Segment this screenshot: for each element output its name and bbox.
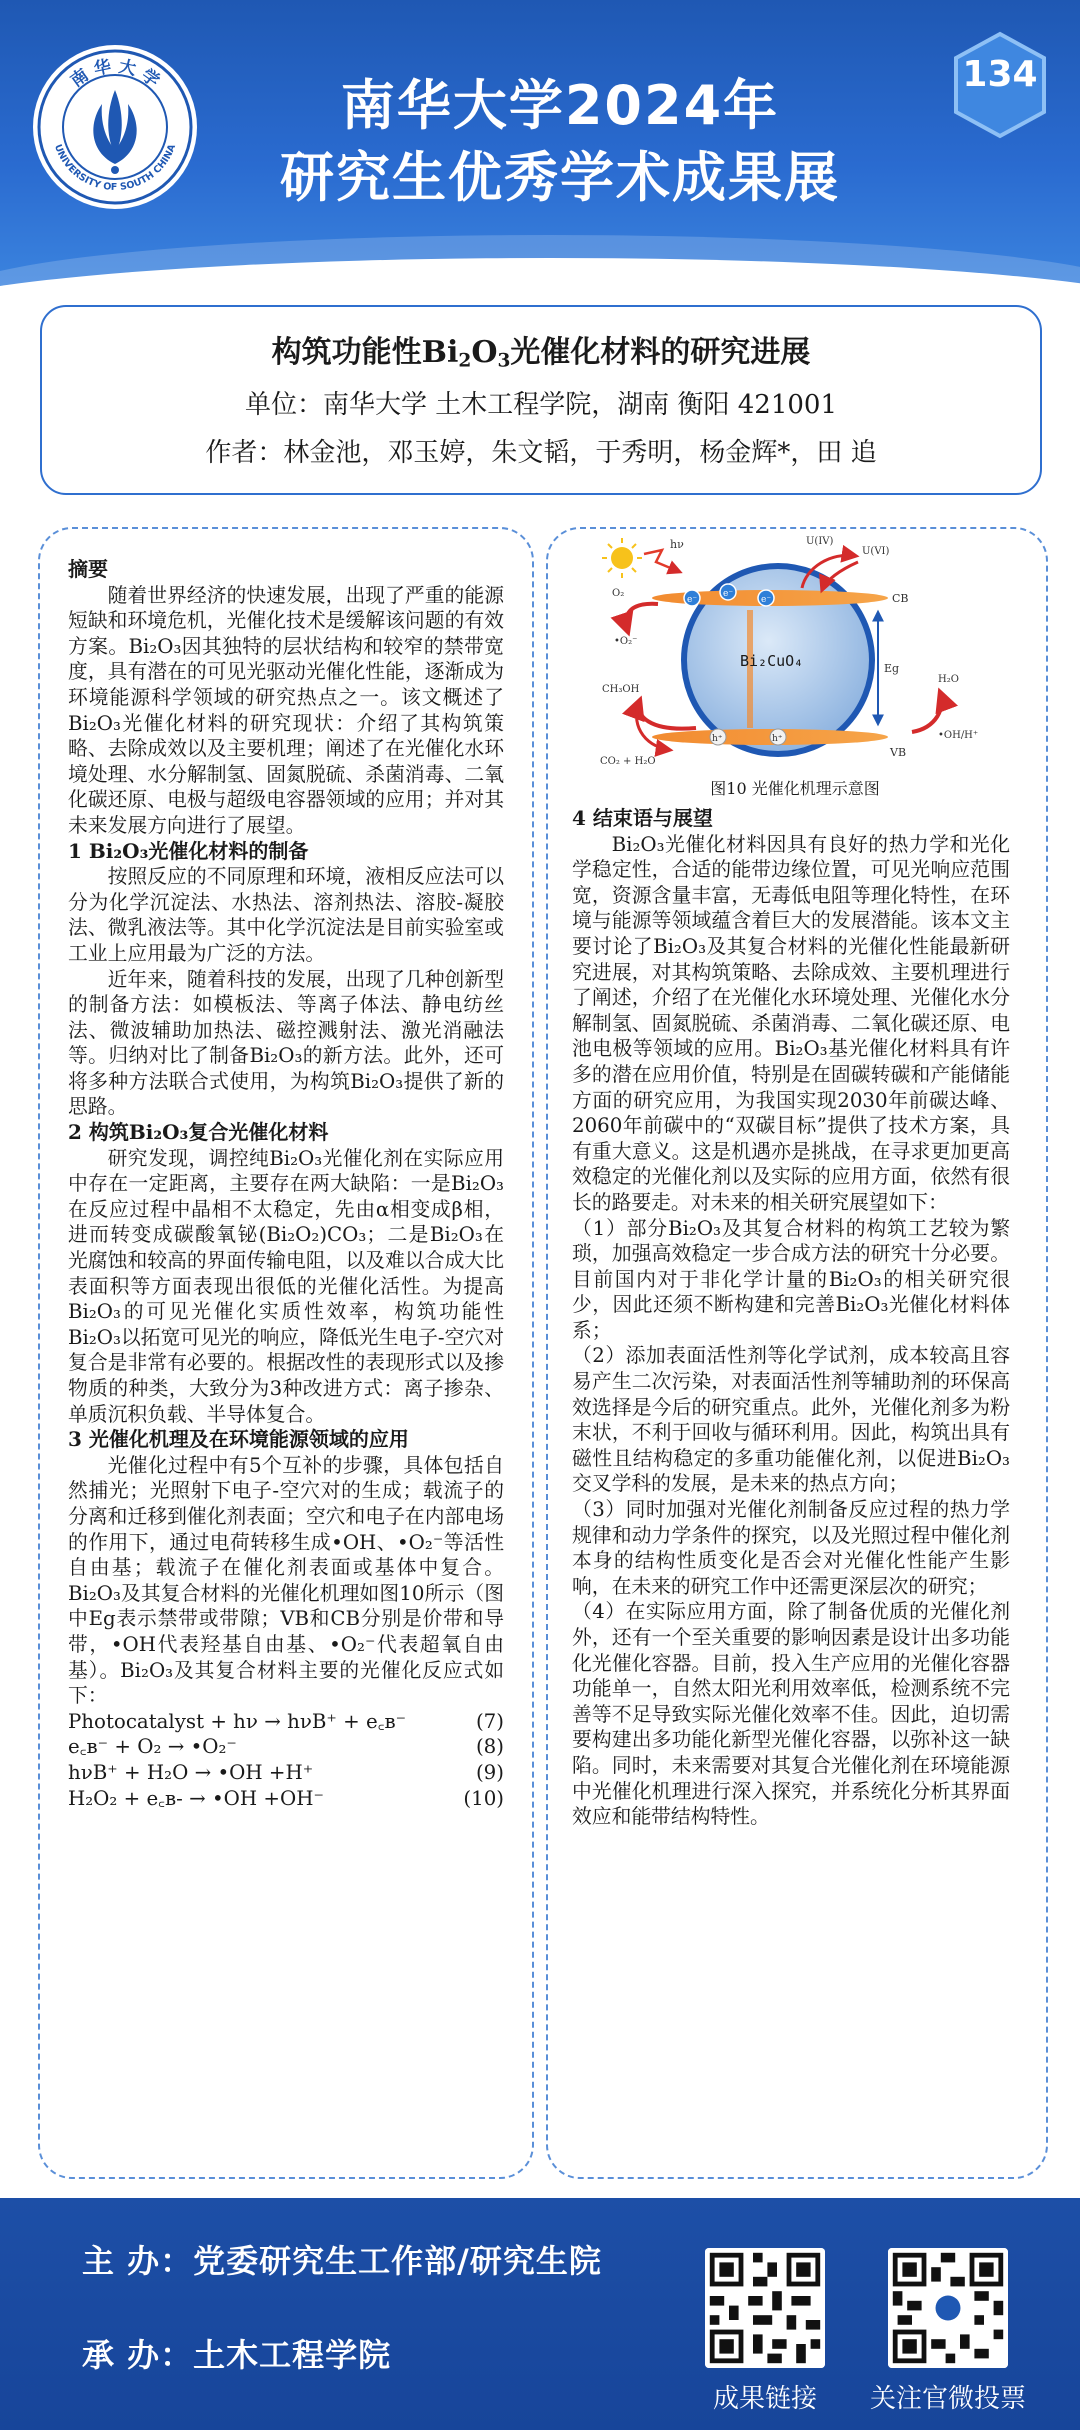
- light-arrow-icon: [644, 550, 680, 572]
- logo-text-cn: 南 华 大 学: [67, 56, 163, 92]
- hv-label: hν: [670, 538, 684, 551]
- qr1-caption: 成果链接: [712, 2384, 817, 2414]
- cb-label: CB: [892, 592, 909, 605]
- section3-paragraph: 光催化过程中有5个互补的步骤，具体包括自然捕光；光照射下电子-空穴对的生成；载流子的分离和迁移到催化剂表面；空穴和电子在内部电场的作用下，通过电荷转移生成•OH、•O₂⁻等活性自由基；载流子在催化剂表面或基体中复合。Bi₂O₃及其复合材料的光催化机理如图10所示（图中Eg表示禁带或带隙；VB和CB分别是价带和导带，•OH代表羟基自由基、•O₂⁻代表超氧自由基）。Bi₂O₃及其复合材料主要的光催化反应式如下：: [68, 1453, 504, 1708]
- section2-heading: 2 构筑Bi₂O₃复合光催化材料: [68, 1120, 329, 1145]
- co2-label: CO₂ + H₂O: [600, 756, 656, 767]
- paper-title: 构筑功能性$Bi_2O_3$光催化材料的研究进展: [271, 335, 811, 372]
- abstract-body: 随着世界经济的快速发展，出现了严重的能源短缺和环境危机，光催化技术是缓解该问题的有效方案。Bi₂O₃因其独特的层状结构和较窄的禁带宽度，具有潜在的可见光驱动光催化性能，逐渐成为环境能源科学领域的研究热点之一。该文概述了Bi₂O₃光催化材料的研究现状：介绍了其构筑策略、去除成效以及主要机理；阐述了在光催化水环境处理、水分解制氢、固氮脱硫、杀菌消毒、二氧化碳还原、电极与超级电容器领域的应用；并对其未来发展方向进行了展望。: [68, 583, 504, 837]
- outlook-item: （1）部分Bi₂O₃及其复合材料的构筑工艺较为繁琐，加强高效稳定一步合成方法的研究十分必要。目前国内对于非化学计量的Bi₂O₃的相关研究很少，因此还须不断构建和完善Bi₂O₃光催化材料体系；: [572, 1216, 1010, 1342]
- u6-label: U(VI): [862, 546, 890, 557]
- hole-label: h⁺: [772, 734, 783, 744]
- qr-code-official-account-icon[interactable]: [888, 2248, 1008, 2368]
- title-line-1: 南华大学2024年: [340, 74, 780, 137]
- section1-heading: 1 Bi₂O₃光催化材料的制备: [68, 838, 309, 863]
- outlook-item: （2）添加表面活性剂等化学试剂，成本较高且容易产生二次污染，对表面活性剂等辅助剂的环保高效选择是今后的研究重点。此外，光催化剂多为粉末状，不利于回收与循环利用。因此，构筑出具有磁性且结构稳定的多重功能催化剂，以促进Bi₂O₃交叉学科的发展，是未来的热点方向；: [572, 1344, 1010, 1496]
- section2-paragraph: 研究发现，调控纯Bi₂O₃光催化剂在实际应用中存在一定距离，主要存在两大缺陷：一是Bi₂O₃在反应过程中晶相不太稳定，先由α相变成β相，进而转变成碳酸氧铋(Bi₂O₂)CO₃；二是Bi₂O₃在光腐蚀和较高的界面传输电阻，以及难以合成大比表面积等方面表现出很低的光催化活性。为提高Bi₂O₃的可见光催化实质性效率，构筑功能性Bi₂O₃以拓宽可见光的响应，降低光生电子-空穴对复合是非常有必要的。根据改性的表现形式以及掺物质的种类，大致分为3种改进方式：离子掺杂、单质沉积负载、半导体复合。: [68, 1146, 504, 1426]
- equation-row: Photocatalyst + hν → hνB⁺ + e꜀ʙ⁻ (7): [68, 1709, 504, 1733]
- eg-label: Eg: [884, 662, 900, 675]
- electron-label: e⁻: [723, 589, 734, 599]
- badge-number: 134: [962, 54, 1038, 95]
- qr-code-results-link-icon[interactable]: [705, 2248, 825, 2368]
- equation-row: e꜀ʙ⁻ + O₂ → •O₂⁻ (8): [68, 1735, 504, 1759]
- methanol-label: CH₃OH: [602, 684, 640, 695]
- sun-icon: [602, 538, 642, 578]
- left-column-text: [68, 557, 504, 1811]
- authors: 作者：林金池，邓玉婷，朱文韬，于秀明，杨金辉*，田 追: [205, 438, 877, 468]
- section4-paragraph: Bi₂O₃光催化材料因具有良好的热力学和光化学稳定性，合适的能带边缘位置，可见光响应范围宽，资源含量丰富，无毒低电阻等理化特性，在环境与能源等领域蕴含着巨大的发展潜能。该本文主要讨论了Bi₂O₃及其复合材料的光催化性能最新研究进展，对其构筑策略、去除成效、主要机理进行了阐述，介绍了在光催化水环境处理、光催化水分解制氢、固氮脱硫、杀菌消毒、二氧化碳还原、电池电极等领域的应用。Bi₂O₃基光催化材料具有许多的潜在应用价值，特别是在固碳转碳和产能储能方面的研究应用，为我国实现2030年前碳达峰、2060年前碳中的“双碳目标”提供了技术方案，具有重大意义。这是机遇亦是挑战，在寻求更加更高效稳定的光催化剂以及实际的应用方面，依然有很长的路要走。对未来的相关研究展望如下：: [572, 832, 1010, 1214]
- paper-title-box: [40, 305, 1042, 495]
- logo-text-en: UNIVERSITY OF SOUTH CHINA: [51, 142, 179, 194]
- equation-row: H₂O₂ + e꜀ʙ- → •OH +OH⁻ (10): [68, 1786, 504, 1810]
- electron-label: e⁻: [687, 595, 698, 605]
- header-banner: [0, 0, 1080, 300]
- section1-paragraph: 按照反应的不同原理和环境，液相反应法可以分为化学沉淀法、水热法、溶剂热法、溶胶-凝胶法、微乳液法等。其中化学沉淀法是目前实验室或工业上应用最为广泛的方法。: [68, 865, 504, 965]
- university-logo-icon: [30, 42, 200, 212]
- section1-paragraph: 近年来，随着科技的发展，出现了几种创新型的制备方法：如模板法、等离子体法、静电纺丝法、微波辅助加热法、磁控溅射法、激光消融法等。归纳对比了制备Bi₂O₃的新方法。此外，还可将多种方法联合式使用，为构筑Bi₂O₃提供了新的思路。: [68, 967, 504, 1119]
- outlook-item: （4）在实际应用方面，除了制备优质的光催化剂外，还有一个至关重要的影响因素是设计出多功能化光催化容器。目前，投入生产应用的光催化容器功能单一，自然太阳光利用效率低，检测系统不完善等不足导致实际光催化效率不佳。因此，迫切需要构建出多功能化新型光催化容器，以弥补这一缺陷。同时，未来需要对其复合光催化剂在环境能源中光催化机理进行深入探究，并系统化分析其界面效应和能带结构特性。: [572, 1600, 1010, 1829]
- photocatalysis-mechanism-diagram: [600, 532, 990, 772]
- section3-heading: 3 光催化机理及在环境能源领域的应用: [68, 1427, 409, 1452]
- hole-label: h⁺: [712, 734, 723, 744]
- superoxide-label: •O₂⁻: [614, 636, 638, 647]
- section4-heading: 4 结束语与展望: [572, 806, 713, 830]
- catalyst-label: Bi₂CuO₄: [740, 652, 804, 670]
- abstract-heading: 摘要: [68, 557, 108, 581]
- electron-label: e⁻: [761, 595, 772, 605]
- title-line-2: 研究生优秀学术成果展: [280, 146, 840, 209]
- hydroxyl-label: •OH/H⁺: [938, 730, 979, 741]
- outlook-item: （3）同时加强对光催化剂制备反应过程的热力学规律和动力学条件的探究，以及光照过程中催化剂本身的结构性质变化是否会对光催化性能产生影响，在未来的研究工作中还需更深层次的研究；: [572, 1498, 1010, 1598]
- vb-label: VB: [890, 746, 907, 759]
- affiliation: 单位：南华大学 土木工程学院，湖南 衡阳 421001: [244, 390, 838, 420]
- footer: [0, 2198, 1080, 2430]
- right-column-text: [572, 806, 1010, 1830]
- u4-label: U(IV): [806, 536, 834, 547]
- qr2-caption: 关注官微投票: [869, 2384, 1026, 2414]
- figure-caption: 图10 光催化机理示意图: [710, 779, 880, 798]
- organizer-text: 主 办：党委研究生工作部/研究生院: [82, 2242, 602, 2280]
- co-organizer-text: 承 办：土木工程学院: [82, 2336, 392, 2374]
- water-label: H₂O: [938, 674, 959, 685]
- equation-row: hνB⁺ + H₂O → •OH +H⁺ (9): [68, 1760, 504, 1784]
- o2-label: O₂: [612, 588, 625, 599]
- page-title: [230, 70, 890, 214]
